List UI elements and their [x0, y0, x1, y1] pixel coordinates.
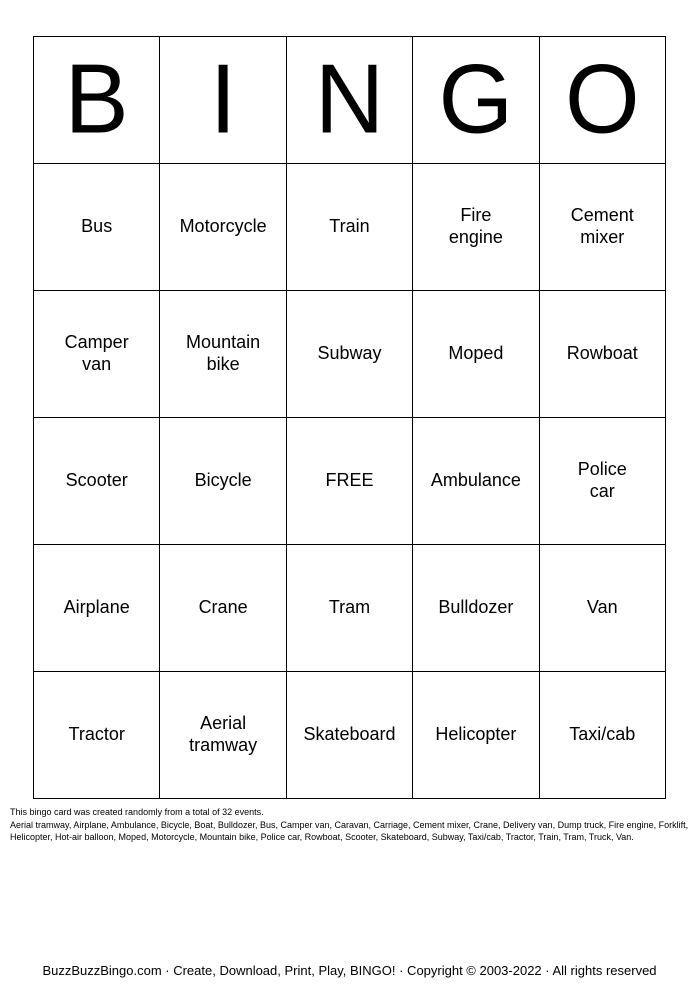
bingo-cell-text: Mountain bike — [186, 332, 261, 374]
bingo-cell-text: Skateboard — [303, 724, 396, 745]
bingo-cell-text: Police car — [577, 459, 627, 501]
bingo-cell-text: Subway — [317, 343, 382, 364]
free-space-text: FREE — [325, 470, 374, 491]
bingo-cell — [286, 672, 412, 799]
bingo-row-4 — [34, 545, 666, 672]
header-letter-o — [539, 37, 665, 164]
bingo-cell-text: Airplane — [63, 597, 130, 618]
bingo-cell — [286, 164, 412, 291]
bingo-cell-text: Van — [586, 597, 618, 618]
bingo-cell-text: Helicopter — [435, 724, 517, 745]
bingo-cell — [539, 418, 665, 545]
notes-event-list: Aerial tramway, Airplane, Ambulance, Bicycle, Boat, Bulldozer, Bus, Camper van, Caravan, Carriage, Cement mixer, Crane, Delivery van, Dump truck, Fire engine, Forklift, Helicopter, Hot-air balloon, Moped, Motorcycle, Mountain bike, Police car, Rowboat, Scooter, Skateboard, Subway, Taxi/cab, Tractor, Train, Tram, Truck, Van. — [10, 819, 689, 842]
bingo-cell-text: Tractor — [68, 724, 125, 745]
bingo-cell — [160, 164, 286, 291]
notes-summary: This bingo card was created randomly from a total of 32 events. — [10, 807, 264, 817]
bingo-cell — [34, 672, 160, 799]
bingo-cell — [413, 291, 539, 418]
bingo-cell — [286, 291, 412, 418]
header-letter-o-text: O — [564, 44, 640, 155]
bingo-cell — [539, 164, 665, 291]
bingo-row-2 — [34, 291, 666, 418]
bingo-header-row — [34, 37, 666, 164]
bingo-cell — [286, 545, 412, 672]
card-notes — [10, 806, 692, 844]
bingo-cell — [160, 291, 286, 418]
bingo-cell — [413, 418, 539, 545]
bingo-row-1 — [34, 164, 666, 291]
bingo-cell-text: Bulldozer — [438, 597, 514, 618]
bingo-cell — [539, 545, 665, 672]
bingo-cell-text: Cement mixer — [570, 205, 634, 247]
header-letter-i-text: I — [209, 44, 237, 155]
bingo-cell-text: Camper van — [64, 332, 129, 374]
bingo-cell-text: Taxi/cab — [569, 724, 636, 745]
page-footer: BuzzBuzzBingo.com · Create, Download, Print, Play, BINGO! · Copyright © 2003-2022 · All rights reserved — [42, 963, 657, 978]
bingo-cell — [34, 164, 160, 291]
bingo-cell — [413, 672, 539, 799]
bingo-cell — [34, 291, 160, 418]
header-letter-g — [413, 37, 539, 164]
bingo-cell-text: Bus — [81, 216, 113, 237]
bingo-cell-text: Train — [329, 216, 370, 237]
bingo-row-3 — [34, 418, 666, 545]
bingo-cell — [34, 545, 160, 672]
bingo-card — [33, 36, 666, 799]
header-letter-b-text: B — [64, 44, 129, 155]
header-letter-b — [34, 37, 160, 164]
bingo-row-5 — [34, 672, 666, 799]
bingo-cell — [413, 164, 539, 291]
bingo-cell-text: Crane — [198, 597, 248, 618]
bingo-cell — [539, 672, 665, 799]
bingo-cell — [413, 545, 539, 672]
bingo-cell — [34, 418, 160, 545]
bingo-cell-text: Ambulance — [430, 470, 521, 491]
bingo-cell-text: Tram — [328, 597, 371, 618]
header-letter-n-text: N — [314, 44, 385, 155]
bingo-cell-text: Moped — [448, 343, 504, 364]
bingo-cell — [160, 418, 286, 545]
bingo-cell-text: Aerial tramway — [189, 713, 258, 755]
bingo-cell-text: Scooter — [65, 470, 128, 491]
bingo-cell-text: Bicycle — [194, 470, 252, 491]
free-space-cell — [286, 418, 412, 545]
header-letter-i — [160, 37, 286, 164]
bingo-cell-text: Fire engine — [448, 205, 503, 247]
bingo-cell — [160, 545, 286, 672]
header-letter-g-text: G — [438, 44, 514, 155]
bingo-cell-text: Rowboat — [566, 343, 638, 364]
bingo-cell-text: Motorcycle — [179, 216, 267, 237]
header-letter-n — [286, 37, 412, 164]
bingo-cell — [160, 672, 286, 799]
bingo-cell — [539, 291, 665, 418]
